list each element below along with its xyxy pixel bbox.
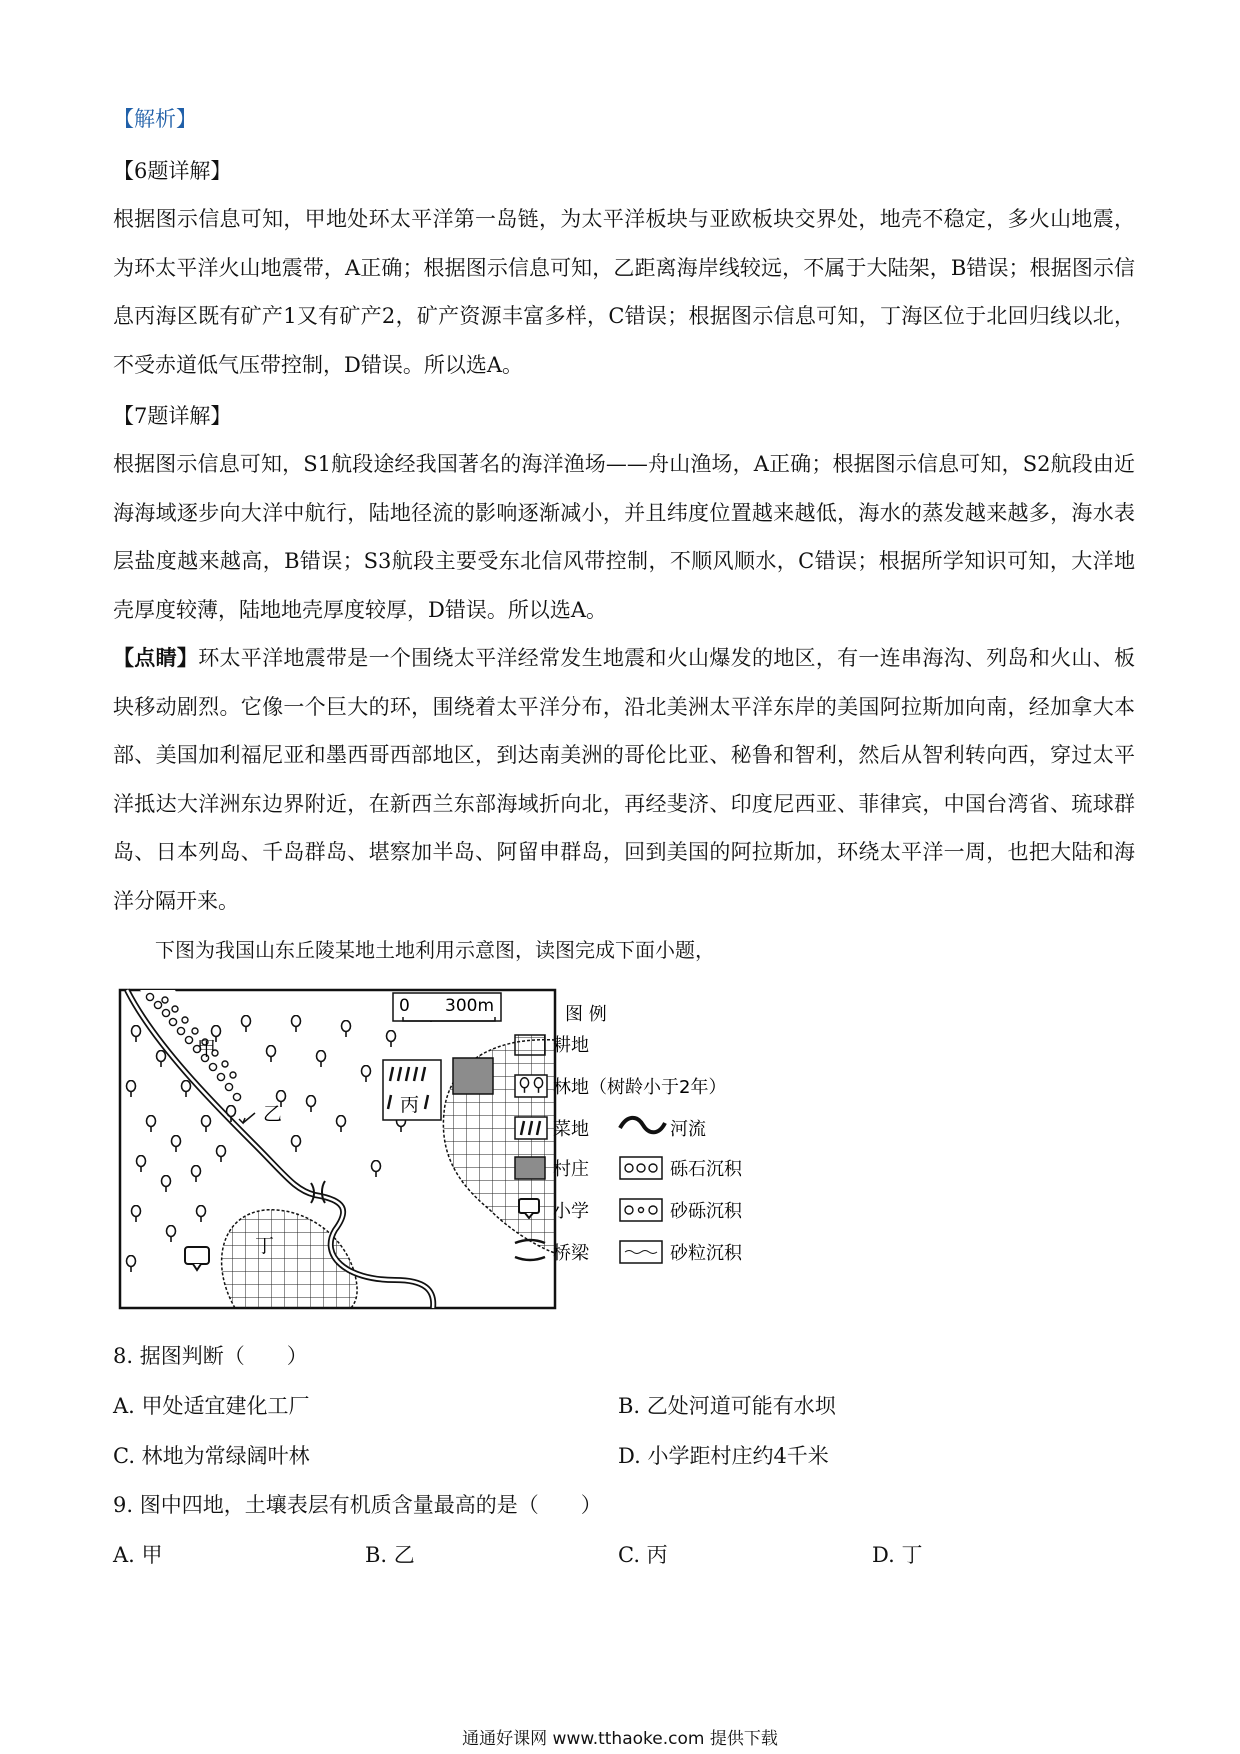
village	[453, 1058, 493, 1094]
scale-zero: 0	[399, 996, 410, 1016]
q6-heading: 【6题详解】	[113, 159, 232, 183]
map-intro: 下图为我国山东丘陵某地土地利用示意图，读图完成下面小题，	[155, 938, 715, 962]
q7-heading: 【7题详解】	[113, 404, 232, 428]
legend-title: 图 例	[565, 1004, 607, 1025]
tip-text: 环太平洋地震带是一个围绕太平洋经常发生地震和火山爆发的地区，有一连串海沟、列岛和火山、板块移动剧烈。它像一个巨大的环，围绕着太平洋分布，沿北美洲太平洋东岸的美国阿拉斯加向南，经加拿大本部、美国加利福尼亚和墨西哥西部地区，到达南美洲的哥伦比亚、秘鲁和智利，然后从智利转向西，穿过太平洋抵达大洋洲东边界附近，在新西兰东部海域折向北，再经斐济、印度尼西亚、菲律宾，中国台湾省、琉球群岛、日本列岛、千岛群岛、堪察加半岛、阿留申群岛，回到美国的阿拉斯加，环绕太平洋一周，也把大陆和海洋分隔开来。	[113, 646, 1136, 913]
q8-option-c[interactable]: C. 林地为常绿阔叶林	[113, 1444, 310, 1468]
label-bing: 丙	[400, 1094, 420, 1116]
land-use-map	[115, 985, 845, 1315]
legend-farmland: 耕地	[553, 1035, 589, 1056]
tip-heading: 【点睛】	[113, 645, 199, 670]
q9-option-a[interactable]: A. 甲	[113, 1543, 163, 1567]
q8-stem: 8. 据图判断（ ）	[113, 1344, 308, 1368]
q9-option-b[interactable]: B. 乙	[365, 1543, 415, 1567]
page-footer: 通通好课网 www.tthaoke.com 提供下载	[462, 1729, 778, 1749]
q6-explanation: 根据图示信息可知，甲地处环太平洋第一岛链，为太平洋板块与亚欧板块交界处，地壳不稳定，多火山地震，为环太平洋火山地震带，A正确；根据图示信息可知，乙距离海岸线较远，不属于大陆架，B错误；根据图示信息丙海区既有矿产1又有矿产2，矿产资源丰富多样，C错误；根据图示信息可知，丁海区位于北回归线以北，不受赤道低气压带控制，D错误。所以选A。	[113, 207, 1135, 377]
q8-option-a[interactable]: A. 甲处适宜建化工厂	[113, 1394, 310, 1418]
q9-option-c[interactable]: C. 丙	[618, 1543, 668, 1567]
legend-village: 村庄	[553, 1159, 589, 1180]
legend-sand-gravel: 砂砾沉积	[670, 1201, 742, 1222]
q9-stem: 9. 图中四地，土壤表层有机质含量最高的是（ ）	[113, 1493, 602, 1517]
q7-explanation: 根据图示信息可知，S1航段途经我国著名的海洋渔场——舟山渔场，A正确；根据图示信息可知，S2航段由近海海域逐步向大洋中航行，陆地径流的影响逐渐减小，并且纬度位置越来越低，海水的蒸发越来越多，海水表层盐度越来越高，B错误；S3航段主要受东北信风带控制，不顺风顺水，C错误；根据所学知识可知，大洋地壳厚度较薄，陆地地壳厚度较厚，D错误。所以选A。	[113, 452, 1135, 622]
legend-bridge: 桥梁	[553, 1243, 589, 1264]
q8-option-d[interactable]: D. 小学距村庄约4千米	[618, 1444, 829, 1468]
legend-vegetable: 菜地	[553, 1119, 589, 1140]
legend-school: 小学	[553, 1201, 589, 1222]
label-ding: 丁	[255, 1235, 275, 1257]
analysis-heading: 【解析】	[113, 107, 197, 131]
label-yi: 乙	[263, 1103, 283, 1125]
label-jia: 甲	[197, 1038, 217, 1060]
legend-river: 河流	[670, 1119, 706, 1140]
q9-option-d[interactable]: D. 丁	[872, 1543, 923, 1567]
scale-value: 300m	[445, 996, 495, 1016]
q8-option-b[interactable]: B. 乙处河道可能有水坝	[618, 1394, 836, 1418]
legend-sand: 砂粒沉积	[670, 1243, 742, 1264]
legend-forest: 林地（树龄小于2年）	[553, 1077, 727, 1098]
legend-gravel: 砾石沉积	[670, 1159, 742, 1180]
tip-paragraph	[113, 634, 1135, 925]
